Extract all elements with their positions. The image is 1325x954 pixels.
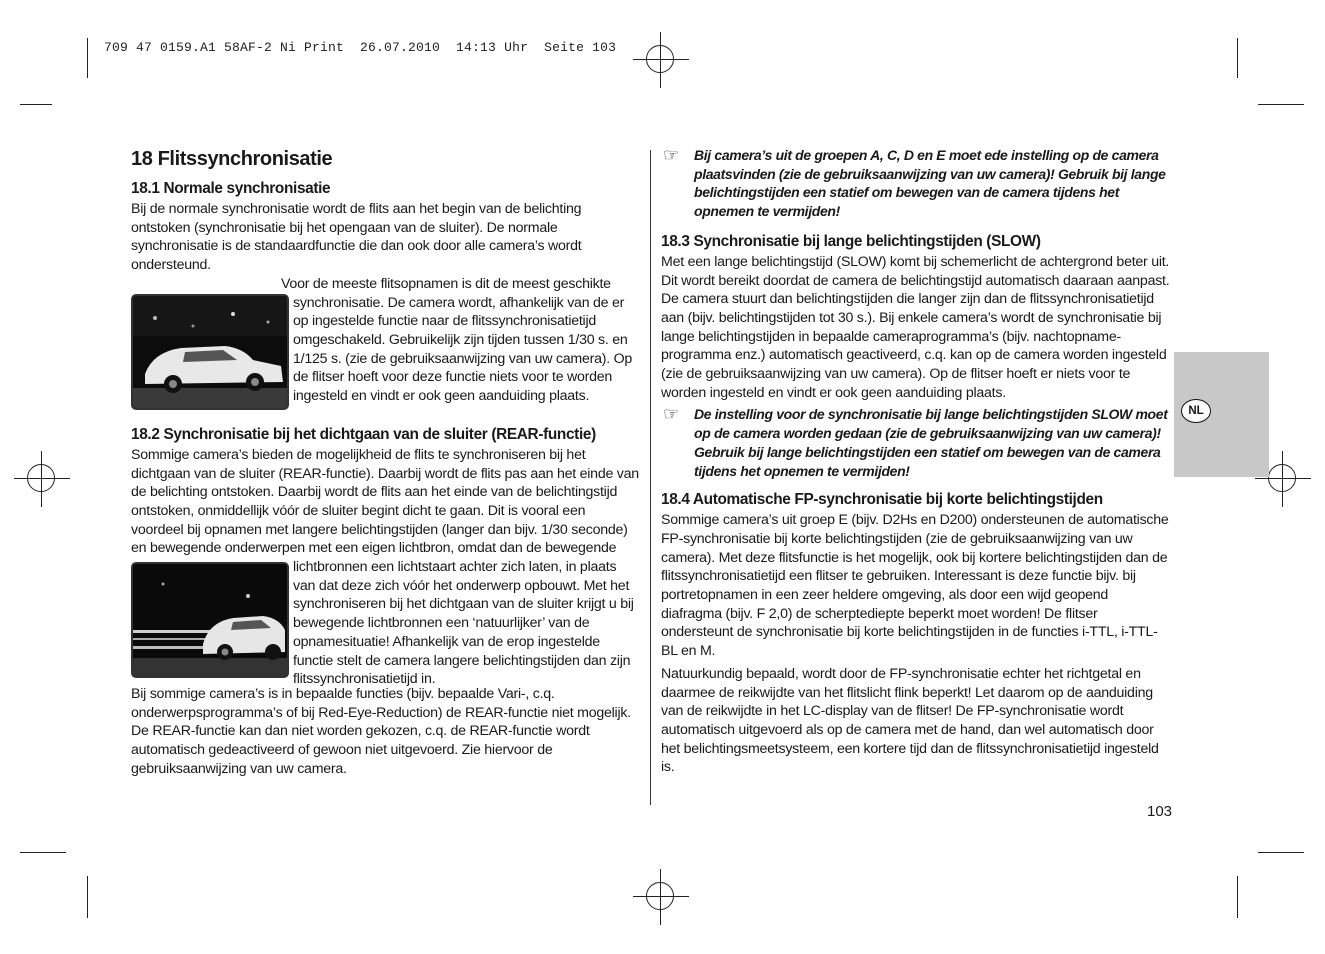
section-18-3-paragraph: Met een lange belichtingstijd (SLOW) komt bij schemerlicht de achtergrond beter uit. Dit wordt bereikt doordat de camera de belichtingstijd automatisch daaraan aanpast. De camera stuurt dan belichtingstijden die langer zijn dan de flitssynchronisatietijd aan (bijv. belichtingstijden tot 30 s.). Bij enkele camera’s wordt de synchronisatie bij lange belichtingstijden in bepaalde cameraprogramma’s (bijv. nachtopname-programma enz.) automatisch geactiveerd, c.q. kan op de camera worden ingesteld (zie de gebruiksaanwijzing van uw camera). Op de flitser hoeft er niets voor te worden ingesteld en vindt er ook geen aanduiding plaats. xyxy=(661,253,1170,401)
pointing-hand-icon: ☞ xyxy=(663,404,679,425)
crop-mark xyxy=(20,852,66,853)
crop-mark xyxy=(87,38,88,78)
crop-mark xyxy=(1237,38,1238,78)
registration-mark-bottom xyxy=(646,882,674,910)
column-divider xyxy=(650,150,651,805)
note-slow-setting xyxy=(661,405,1172,480)
note-slow-setting-text: De instelling voor de synchronisatie bij lange belichtingstijden SLOW moet op de camera worden gedaan (zie de gebruiksaanwijzing van uw camera)! Gebruik bij lange belichtingstijden een statief om bewegen van de camera tijdens het opnemen te vermijden! xyxy=(694,406,1168,479)
page-number: 103 xyxy=(1147,803,1173,820)
pointing-hand-icon: ☞ xyxy=(663,145,679,165)
section-18-2-paragraph: Sommige camera’s bieden de mogelijkheid de flits te synchroniseren bij het dichtgaan van de sluiter (REAR-functie). Daarbij wordt de flits pas aan het einde van de belichting ontstoken. Daarbij wordt de flits aan het einde van de belichtingstijd ontstoken, onmiddellijk vóór de sluiter begint dicht te gaan. Dit is vooral een voordeel bij opnamen met langere belichtingstijden (langer dan bijv. 1/30 seconde) en bewegende onderwerpen met een eigen lichtbron, omdat dan de bewegende xyxy=(131,446,639,557)
left-column xyxy=(131,146,641,779)
photo-text-block-1 xyxy=(131,275,641,417)
section-heading-18-4: 18.4 Automatische FP-synchronisatie bij korte belichtingstijden xyxy=(661,491,1103,509)
chapter-title: 18 Flitssynchronisatie xyxy=(131,148,333,170)
crop-mark xyxy=(1258,852,1304,853)
registration-mark-right xyxy=(1268,464,1296,492)
photo-rear-sync-car xyxy=(131,562,289,678)
section-18-2-paragraph-2: Bij sommige camera’s is in bepaalde functies (bijv. bepaalde Vari-, c.q. onderwerpsprogramma’s of bij Red-Eye-Reduction) de REAR-functie niet mogelijk. De REAR-functie kan dan niet worden gekozen, c.q. de REAR-functie wordt automatisch gedeactiveerd of gewoon niet uitgevoerd. Zie hiervoor de gebruiksaanwijzing van uw camera. xyxy=(131,686,631,777)
section-18-1-wrap-text: synchronisatie. De camera wordt, afhankelijk van de er op ingestelde functie naar de flitssynchronisatietijd omgeschakeld. Gebruikelijk zijn tijden tussen 1/30 s. en 1/125 s. (zie de gebruiksaanwijzing van uw camera). Op de flitser hoeft voor deze functie niets voor te worden ingesteld en vindt er ook geen aanduiding plaats. xyxy=(293,294,632,405)
right-column xyxy=(661,146,1172,777)
crop-mark xyxy=(87,876,88,918)
section-heading-18-2: 18.2 Synchronisatie bij het dichtgaan van de sluiter (REAR-functie) xyxy=(131,425,596,443)
section-18-2-wrap-text: lichtbronnen een lichtstaart achter zich laten, in plaats van dat deze zich vóór het onderwerp opbouwt. Met het synchroniseren bij het dichtgaan van de sluiter krijgt u bij bewegende lichtbronnen een ‘natuurlijker’ van de opnamesituatie! Afhankelijk van de erop ingestelde functie stelt de camera langere belichtingstijden dan zijn flitssynchronisatietijd in. xyxy=(293,559,634,688)
photo-text-block-2 xyxy=(131,558,641,688)
section-18-1-wrap-lead: Voor de meeste flitsopnamen is dit de meest geschikte xyxy=(281,275,611,292)
registration-mark-left xyxy=(27,464,55,492)
section-18-1-paragraph: Bij de normale synchronisatie wordt de flits aan het begin van de belichting ontstoken (synchronisatie bij het opengaan van de sluiter). De normale synchronisatie is de standaardfunctie die dan ook door alle camera’s wordt ondersteund. xyxy=(131,201,582,274)
section-18-4-paragraph-1: Sommige camera’s uit groep E (bijv. D2Hs en D200) ondersteunen de automatische FP-synchronisatie bij korte belichtingstijden (zie de gebruiksaanwijzing van uw camera). Met deze flitsfunctie is het mogelijk, ook bij kortere belichtingstijden dan de flitssynchronisatietijd een flitser te gebruiken. Interessant is deze functie bijv. bij portretopnamen in een zeer heldere omgeving, als door een wijd geopend diafragma (bijv. F 2,0) de scherptediepte beperkt moet worden! De flitser ondersteunt de synchronisatie bij korte belichtingstijden in de functies i-TTL, i-TTL-BL en M. xyxy=(661,512,1169,660)
note-camera-groups-text: Bij camera’s uit de groepen A, C, D en E moet ede instelling op de camera plaatsvinden (zie de gebruiksaanwijzing van uw camera)! Gebruik bij lange belichtingstijden een statief om bewegen van de camera tijdens het opnemen te vermijden! xyxy=(694,147,1166,220)
registration-mark-top xyxy=(646,45,674,73)
section-heading-18-1: 18.1 Normale synchronisatie xyxy=(131,180,331,197)
crop-mark xyxy=(1237,876,1238,918)
section-18-4-paragraph-2: Natuurkundig bepaald, wordt door de FP-synchronisatie echter het richtgetal en daarmee de reikwijdte van het flitslicht flink beperkt! Let daarom op de aanduiding van de reikwijdte in het LC-display van de flitser! De FP-synchronisatie wordt automatisch uitgevoerd als op de camera met de hand, dan wel automatisch door het belichtingsmeetsysteem, een kortere tijd dan de flitssynchronisatietijd ingesteld is. xyxy=(661,665,1159,776)
section-heading-18-3: 18.3 Synchronisatie bij lange belichtingstijden (SLOW) xyxy=(661,232,1041,250)
print-header: 709 47 0159.A1 58AF-2 Ni Print 26.07.2010 14:13 Uhr Seite 103 xyxy=(104,40,617,55)
crop-mark xyxy=(20,104,52,105)
note-camera-groups xyxy=(661,146,1172,221)
language-badge: NL xyxy=(1181,399,1211,423)
crop-mark xyxy=(1258,104,1304,105)
photo-normal-sync-car xyxy=(131,294,289,410)
